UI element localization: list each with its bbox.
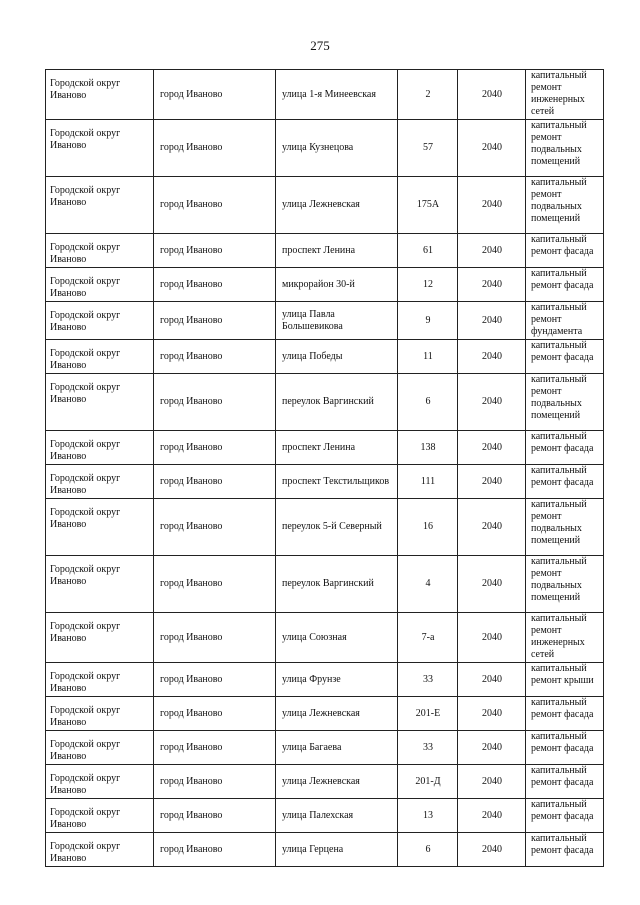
district-cell: Городской округ Иваново <box>46 234 154 268</box>
year-cell: 2040 <box>458 465 526 499</box>
district-cell: Городской округ Иваново <box>46 120 154 177</box>
work-cell: капитальный ремонт фасада <box>526 765 604 799</box>
district-cell: Городской округ Иваново <box>46 302 154 340</box>
city-cell: город Иваново <box>154 374 276 431</box>
year-cell: 2040 <box>458 799 526 833</box>
district-cell: Городской округ Иваново <box>46 431 154 465</box>
house-cell: 6 <box>398 833 458 867</box>
table-row <box>46 340 604 374</box>
street-cell: улица Герцена <box>276 833 398 867</box>
house-cell: 33 <box>398 731 458 765</box>
work-cell: капитальный ремонт фасада <box>526 431 604 465</box>
street-cell: улица Лежневская <box>276 765 398 799</box>
year-cell: 2040 <box>458 613 526 663</box>
year-cell: 2040 <box>458 177 526 234</box>
street-cell: переулок 5-й Северный <box>276 499 398 556</box>
house-cell: 175А <box>398 177 458 234</box>
city-cell: город Иваново <box>154 302 276 340</box>
district-cell: Городской округ Иваново <box>46 697 154 731</box>
street-cell: улица 1-я Минеевская <box>276 70 398 120</box>
city-cell: город Иваново <box>154 70 276 120</box>
year-cell: 2040 <box>458 431 526 465</box>
work-cell: капитальный ремонт фасада <box>526 697 604 731</box>
district-cell: Городской округ Иваново <box>46 731 154 765</box>
table-row <box>46 663 604 697</box>
year-cell: 2040 <box>458 499 526 556</box>
house-cell: 6 <box>398 374 458 431</box>
year-cell: 2040 <box>458 120 526 177</box>
district-cell: Городской округ Иваново <box>46 340 154 374</box>
street-cell: проспект Ленина <box>276 234 398 268</box>
house-cell: 16 <box>398 499 458 556</box>
house-cell: 201-Е <box>398 697 458 731</box>
work-cell: капитальный ремонт фасада <box>526 340 604 374</box>
year-cell: 2040 <box>458 833 526 867</box>
city-cell: город Иваново <box>154 613 276 663</box>
year-cell: 2040 <box>458 663 526 697</box>
work-cell: капитальный ремонт инженерных сетей <box>526 613 604 663</box>
street-cell: улица Багаева <box>276 731 398 765</box>
house-cell: 12 <box>398 268 458 302</box>
work-cell: капитальный ремонт подвальных помещений <box>526 499 604 556</box>
house-cell: 111 <box>398 465 458 499</box>
table-row <box>46 268 604 302</box>
district-cell: Городской округ Иваново <box>46 765 154 799</box>
city-cell: город Иваново <box>154 431 276 465</box>
work-cell: капитальный ремонт фасада <box>526 465 604 499</box>
work-cell: капитальный ремонт фасада <box>526 234 604 268</box>
work-cell: капитальный ремонт подвальных помещений <box>526 556 604 613</box>
work-cell: капитальный ремонт фасада <box>526 799 604 833</box>
table-row <box>46 302 604 340</box>
year-cell: 2040 <box>458 556 526 613</box>
district-cell: Городской округ Иваново <box>46 663 154 697</box>
table-row <box>46 499 604 556</box>
street-cell: проспект Ленина <box>276 431 398 465</box>
table-row <box>46 120 604 177</box>
city-cell: город Иваново <box>154 499 276 556</box>
year-cell: 2040 <box>458 234 526 268</box>
city-cell: город Иваново <box>154 340 276 374</box>
year-cell: 2040 <box>458 340 526 374</box>
city-cell: город Иваново <box>154 120 276 177</box>
district-cell: Городской округ Иваново <box>46 799 154 833</box>
work-cell: капитальный ремонт подвальных помещений <box>526 120 604 177</box>
work-cell: капитальный ремонт инженерных сетей <box>526 70 604 120</box>
city-cell: город Иваново <box>154 765 276 799</box>
street-cell: микрорайон 30-й <box>276 268 398 302</box>
district-cell: Городской округ Иваново <box>46 268 154 302</box>
repair-schedule-table <box>45 69 604 867</box>
city-cell: город Иваново <box>154 268 276 302</box>
city-cell: город Иваново <box>154 663 276 697</box>
street-cell: улица Победы <box>276 340 398 374</box>
street-cell: переулок Варгинский <box>276 556 398 613</box>
district-cell: Городской округ Иваново <box>46 499 154 556</box>
street-cell: улица Лежневская <box>276 177 398 234</box>
work-cell: капитальный ремонт подвальных помещений <box>526 177 604 234</box>
house-cell: 11 <box>398 340 458 374</box>
street-cell: улица Фрунзе <box>276 663 398 697</box>
city-cell: город Иваново <box>154 465 276 499</box>
year-cell: 2040 <box>458 70 526 120</box>
year-cell: 2040 <box>458 302 526 340</box>
table-row <box>46 799 604 833</box>
table-row <box>46 374 604 431</box>
work-cell: капитальный ремонт фасада <box>526 268 604 302</box>
table-row <box>46 70 604 120</box>
work-cell: капитальный ремонт фасада <box>526 833 604 867</box>
district-cell: Городской округ Иваново <box>46 177 154 234</box>
district-cell: Городской округ Иваново <box>46 374 154 431</box>
house-cell: 7-а <box>398 613 458 663</box>
table-row <box>46 731 604 765</box>
table-row <box>46 465 604 499</box>
year-cell: 2040 <box>458 697 526 731</box>
year-cell: 2040 <box>458 765 526 799</box>
city-cell: город Иваново <box>154 697 276 731</box>
table-row <box>46 177 604 234</box>
table-row <box>46 556 604 613</box>
district-cell: Городской округ Иваново <box>46 70 154 120</box>
work-cell: капитальный ремонт фундамента <box>526 302 604 340</box>
city-cell: город Иваново <box>154 833 276 867</box>
house-cell: 57 <box>398 120 458 177</box>
house-cell: 13 <box>398 799 458 833</box>
street-cell: проспект Текстильщиков <box>276 465 398 499</box>
city-cell: город Иваново <box>154 234 276 268</box>
district-cell: Городской округ Иваново <box>46 465 154 499</box>
work-cell: капитальный ремонт подвальных помещений <box>526 374 604 431</box>
page-number: 275 <box>310 38 330 53</box>
house-cell: 61 <box>398 234 458 268</box>
table-row <box>46 613 604 663</box>
work-cell: капитальный ремонт крыши <box>526 663 604 697</box>
city-cell: город Иваново <box>154 731 276 765</box>
city-cell: город Иваново <box>154 556 276 613</box>
district-cell: Городской округ Иваново <box>46 833 154 867</box>
house-cell: 138 <box>398 431 458 465</box>
house-cell: 33 <box>398 663 458 697</box>
street-cell: улица Палехская <box>276 799 398 833</box>
table-row <box>46 833 604 867</box>
year-cell: 2040 <box>458 268 526 302</box>
table-row <box>46 765 604 799</box>
city-cell: город Иваново <box>154 799 276 833</box>
street-cell: улица Кузнецова <box>276 120 398 177</box>
street-cell: улица Павла Большевикова <box>276 302 398 340</box>
work-cell: капитальный ремонт фасада <box>526 731 604 765</box>
district-cell: Городской округ Иваново <box>46 556 154 613</box>
street-cell: улица Лежневская <box>276 697 398 731</box>
street-cell: переулок Варгинский <box>276 374 398 431</box>
district-cell: Городской округ Иваново <box>46 613 154 663</box>
street-cell: улица Союзная <box>276 613 398 663</box>
house-cell: 9 <box>398 302 458 340</box>
year-cell: 2040 <box>458 731 526 765</box>
table-row <box>46 234 604 268</box>
house-cell: 201-Д <box>398 765 458 799</box>
year-cell: 2040 <box>458 374 526 431</box>
table-row <box>46 431 604 465</box>
house-cell: 2 <box>398 70 458 120</box>
city-cell: город Иваново <box>154 177 276 234</box>
house-cell: 4 <box>398 556 458 613</box>
table-row <box>46 697 604 731</box>
